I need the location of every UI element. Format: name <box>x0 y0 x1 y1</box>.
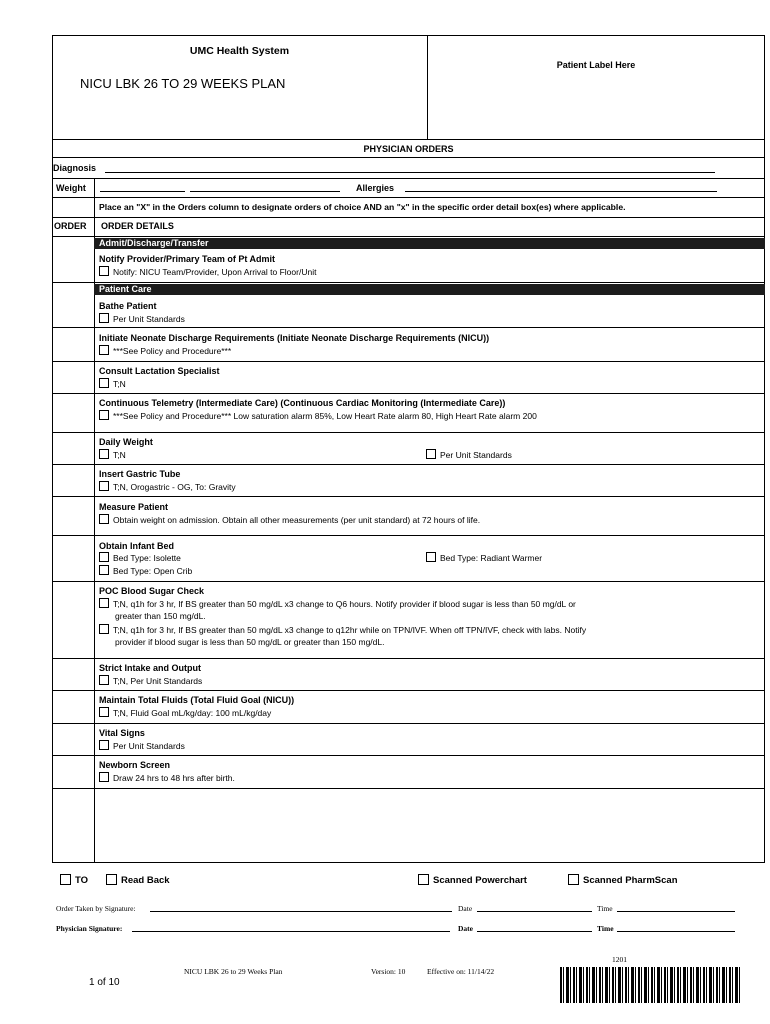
form-frame <box>52 35 765 863</box>
order-option <box>99 514 480 526</box>
weight-field-1[interactable] <box>100 183 185 192</box>
effective-date: Effective on: 11/14/22 <box>427 967 495 976</box>
order-option <box>99 675 202 687</box>
order-option <box>426 449 512 461</box>
telemetry-checkbox[interactable] <box>99 410 109 420</box>
rule <box>52 197 765 198</box>
option-label: T;N, Fluid Goal mL/kg/day: 100 mL/kg/day <box>113 708 272 718</box>
instructions: Place an "X" in the Orders column to designate orders of choice AND an "x" in the specific order detail box(es) where applicable. <box>99 202 626 212</box>
rule <box>52 535 765 536</box>
to-checkbox[interactable] <box>60 874 71 885</box>
daily-weight-checkbox-2[interactable] <box>426 449 436 459</box>
order-title: Strict Intake and Output <box>99 663 202 673</box>
option-label: Bed Type: Open Crib <box>113 566 193 576</box>
rule <box>52 327 765 328</box>
bed-open-crib-checkbox[interactable] <box>99 565 109 575</box>
order-title: Obtain Infant Bed <box>99 541 174 551</box>
option-continuation: greater than 150 mg/dL. <box>115 611 206 621</box>
physician-signature-field[interactable] <box>132 924 450 932</box>
barcode-image <box>560 967 740 1003</box>
to-option <box>60 874 88 886</box>
physician-signature-label: Physician Signature: <box>56 924 123 933</box>
scanned-pharmscan-checkbox[interactable] <box>568 874 579 885</box>
daily-weight-checkbox-1[interactable] <box>99 449 109 459</box>
option-label: Per Unit Standards <box>113 741 185 751</box>
option-label: Draw 24 hrs to 48 hrs after birth. <box>113 773 235 783</box>
physician-time-label: Time <box>597 924 614 933</box>
vitals-checkbox[interactable] <box>99 740 109 750</box>
weight-field-2[interactable] <box>190 183 340 192</box>
order-option <box>99 378 126 390</box>
order-title: Maintain Total Fluids (Total Fluid Goal (NICU)) <box>99 695 295 705</box>
scanned-powerchart-label: Scanned Powerchart <box>433 875 527 886</box>
order-column-header: ORDER <box>54 221 87 231</box>
order-title: Bathe Patient <box>99 301 157 311</box>
diagnosis-field[interactable] <box>105 164 715 173</box>
poc-checkbox-2[interactable] <box>99 624 109 634</box>
measure-checkbox[interactable] <box>99 514 109 524</box>
order-title: Continuous Telemetry (Intermediate Care) (Continuous Cardiac Monitoring (Intermediate Care)) <box>99 398 506 408</box>
scanned-powerchart-option <box>418 874 527 886</box>
order-option <box>99 552 181 564</box>
option-label: Per Unit Standards <box>440 450 512 460</box>
bathe-checkbox[interactable] <box>99 313 109 323</box>
rule <box>52 496 765 497</box>
order-title: Daily Weight <box>99 437 153 447</box>
order-details-header: ORDER DETAILS <box>101 221 174 231</box>
plan-title: NICU LBK 26 TO 29 WEEKS PLAN <box>80 76 286 91</box>
rule <box>52 393 765 394</box>
lactation-checkbox[interactable] <box>99 378 109 388</box>
page-number: 1 of 10 <box>89 977 120 988</box>
header-bottom-line <box>52 139 765 140</box>
order-taken-signature-field[interactable] <box>150 904 452 912</box>
rule <box>52 723 765 724</box>
order-option <box>99 410 537 422</box>
option-label: Per Unit Standards <box>113 314 185 324</box>
option-label: Obtain weight on admission. Obtain all other measurements (per unit standard) at 72 hours of life. <box>113 515 481 525</box>
read-back-option <box>106 874 170 886</box>
org-name: UMC Health System <box>189 45 290 57</box>
order-option <box>99 565 192 577</box>
option-label: T;N <box>113 379 126 389</box>
order-title: Measure Patient <box>99 502 169 512</box>
newborn-checkbox[interactable] <box>99 772 109 782</box>
rule <box>52 217 765 218</box>
allergies-label: Allergies <box>356 183 395 193</box>
version: Version: 10 <box>371 967 406 976</box>
rule <box>52 581 765 582</box>
order-column-divider <box>94 178 95 863</box>
header-divider <box>427 35 428 139</box>
order-taken-date-label: Date <box>458 904 473 913</box>
option-label: Bed Type: Isolette <box>113 553 181 563</box>
diagnosis-label: Diagnosis <box>53 163 97 173</box>
to-label: TO <box>75 875 89 886</box>
option-continuation: provider if blood sugar is less than 50 mg/dL or greater than 150 mg/dL. <box>115 637 385 647</box>
scanned-pharmscan-option <box>568 874 678 886</box>
weight-label: Weight <box>56 183 86 193</box>
rule <box>52 157 765 158</box>
order-option <box>99 740 185 752</box>
read-back-checkbox[interactable] <box>106 874 117 885</box>
option-label: T;N, Orogastric - OG, To: Gravity <box>113 482 236 492</box>
section-admit-discharge-transfer: Admit/Discharge/Transfer <box>94 238 765 249</box>
document-name: NICU LBK 26 to 29 Weeks Plan <box>184 967 283 976</box>
order-title: Vital Signs <box>99 728 145 738</box>
rule <box>52 690 765 691</box>
order-title: Initiate Neonate Discharge Requirements (Initiate Neonate Discharge Requirements (NICU)) <box>99 333 490 343</box>
order-option <box>99 481 236 493</box>
intake-checkbox[interactable] <box>99 675 109 685</box>
order-option <box>99 598 576 610</box>
scanned-powerchart-checkbox[interactable] <box>418 874 429 885</box>
option-label: Bed Type: Radiant Warmer <box>440 553 543 563</box>
physician-date-field[interactable] <box>477 924 592 932</box>
rule <box>52 432 765 433</box>
order-taken-date-field[interactable] <box>477 904 592 912</box>
order-title: POC Blood Sugar Check <box>99 586 205 596</box>
order-option <box>99 313 185 325</box>
physician-time-field[interactable] <box>617 924 735 932</box>
order-taken-time-label: Time <box>597 904 613 913</box>
option-label: T;N, q1h for 3 hr, If BS greater than 50 mg/dL x3 change to Q6 hours. Notify provider if blood sugar is less than 50 mg/dL or <box>113 599 576 609</box>
rule <box>52 361 765 362</box>
poc-checkbox-1[interactable] <box>99 598 109 608</box>
order-option <box>426 552 542 564</box>
option-label: T;N, q1h for 3 hr, If BS greater than 50 mg/dL x3 change to q12hr while on TPN/IVF. When off TPN/IVF, check with labs. Notify <box>113 625 587 635</box>
rule <box>52 464 765 465</box>
notify-checkbox[interactable] <box>99 266 109 276</box>
allergies-field[interactable] <box>405 183 717 192</box>
order-option <box>99 772 235 784</box>
order-option <box>99 266 316 278</box>
fluids-checkbox[interactable] <box>99 707 109 717</box>
rule <box>52 755 765 756</box>
order-title: Insert Gastric Tube <box>99 469 181 479</box>
scanned-pharmscan-label: Scanned PharmScan <box>583 875 678 886</box>
rule <box>52 788 765 789</box>
order-option <box>99 707 271 719</box>
option-label: ***See Policy and Procedure*** Low saturation alarm 85%, Low Heart Rate alarm 80, High Heart Rate alarm 200 <box>113 411 537 421</box>
physician-date-label: Date <box>458 924 473 933</box>
rule <box>52 236 765 237</box>
bed-radiant-checkbox[interactable] <box>426 552 436 562</box>
read-back-label: Read Back <box>121 875 170 886</box>
section-patient-care: Patient Care <box>94 284 765 295</box>
order-taken-label: Order Taken by Signature: <box>56 904 136 913</box>
order-option <box>99 624 586 636</box>
order-option <box>99 449 126 461</box>
option-label: T;N <box>113 450 126 460</box>
form-number: 1201 <box>612 955 627 964</box>
order-option <box>99 345 231 357</box>
option-label: Notify: NICU Team/Provider, Upon Arrival to Floor/Unit <box>113 267 317 277</box>
physician-orders-heading: PHYSICIAN ORDERS <box>363 144 454 154</box>
order-title: Notify Provider/Primary Team of Pt Admit <box>99 254 276 264</box>
patient-label: Patient Label Here <box>556 60 636 70</box>
option-label: T;N, Per Unit Standards <box>113 676 203 686</box>
option-label: ***See Policy and Procedure*** <box>113 346 232 356</box>
order-title: Newborn Screen <box>99 760 171 770</box>
discharge-checkbox[interactable] <box>99 345 109 355</box>
rule <box>52 178 765 179</box>
order-taken-time-field[interactable] <box>617 904 735 912</box>
gastric-checkbox[interactable] <box>99 481 109 491</box>
rule <box>52 282 765 283</box>
rule <box>52 658 765 659</box>
order-title: Consult Lactation Specialist <box>99 366 220 376</box>
bed-isolette-checkbox[interactable] <box>99 552 109 562</box>
